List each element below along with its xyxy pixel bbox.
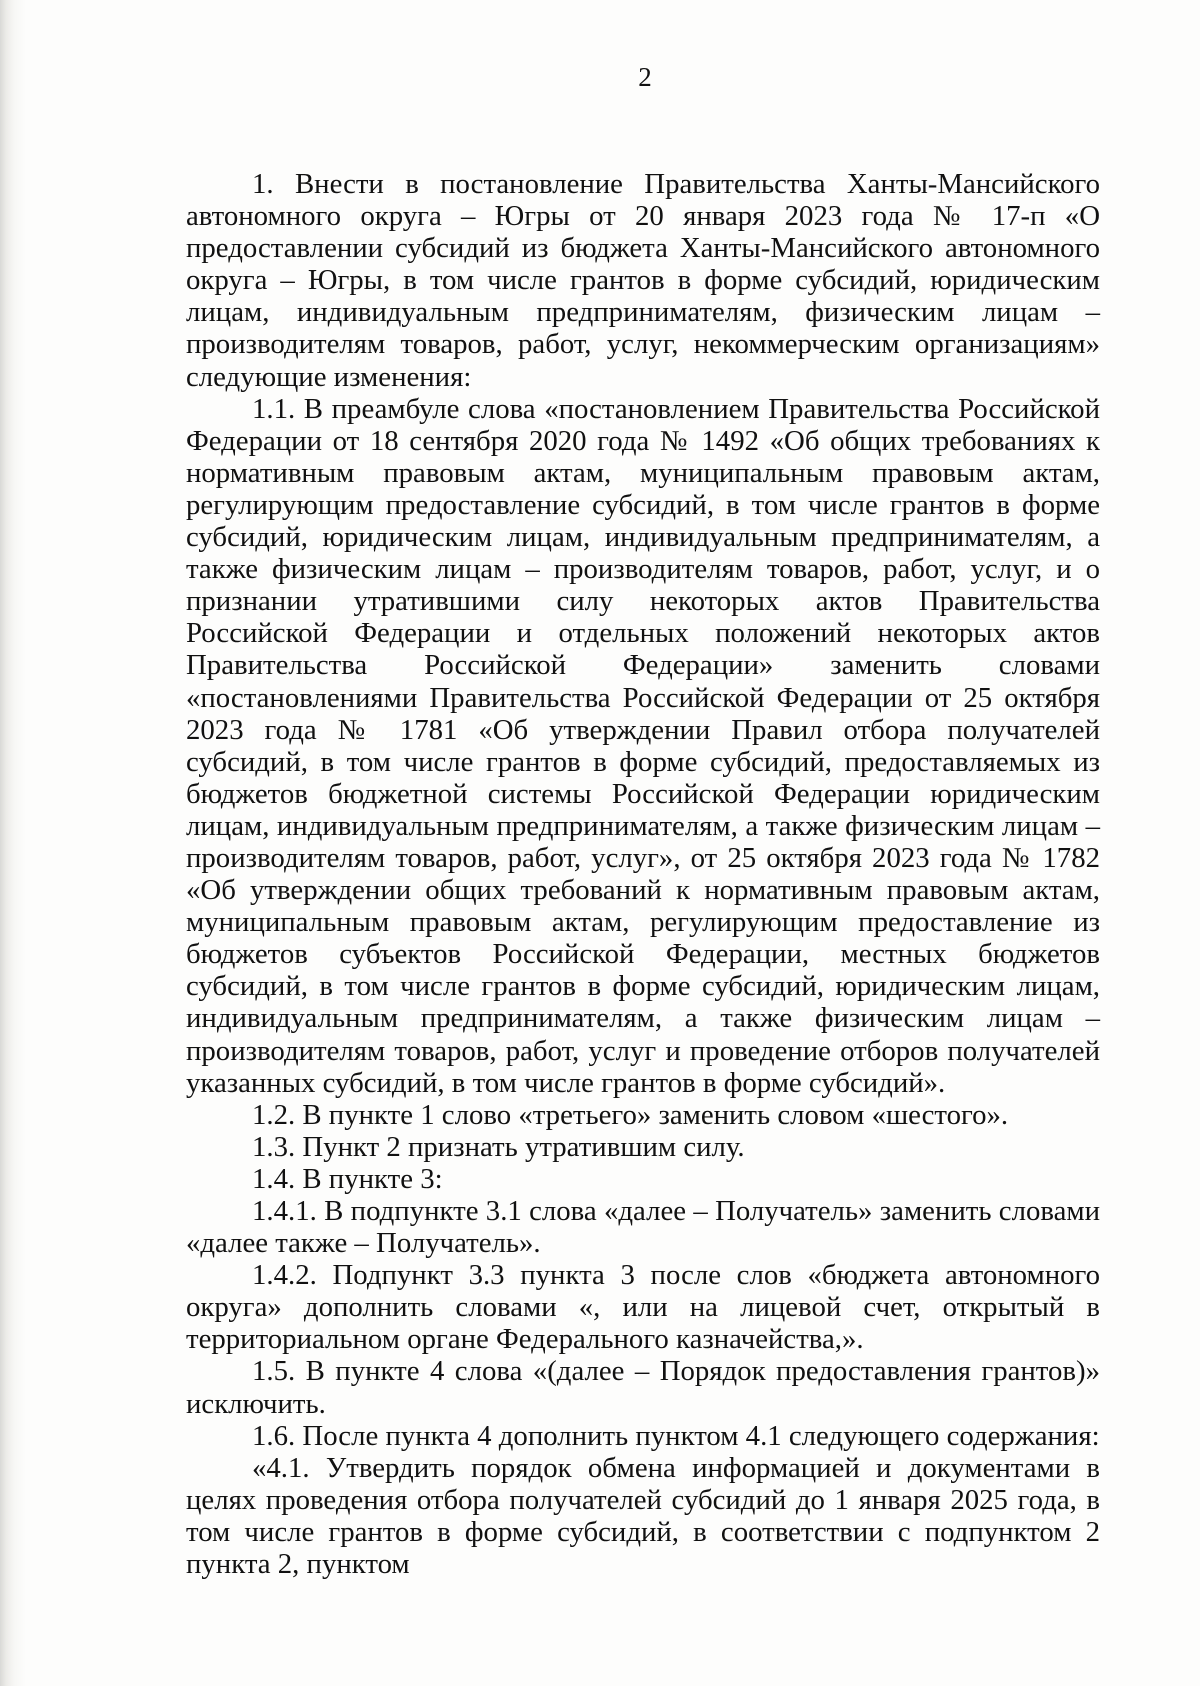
paragraph-item-1-5: 1.5. В пункте 4 слова «(далее – Порядок предоставления грантов)» исключить.: [186, 1355, 1100, 1420]
scan-edge-shadow: [0, 0, 26, 1686]
paragraph-item-1-6: 1.6. После пункта 4 дополнить пунктом 4.1 следующего содержания:: [252, 1419, 1100, 1452]
document-body: [186, 168, 1100, 1580]
paragraph-item-1: 1. Внести в постановление Правительства Ханты-Мансийского автономного округа – Югры от 20 января 2023 года № 17-п «О предоставлении субсидий из бюджета Ханты-Мансийского автономного округа – Югры, в том числе грантов в форме субсидий, юридическим лицам, индивидуальным предпринимателям, физическим лицам – производителям товаров, работ, услуг, некоммерческим организациям» следующие изменения:: [186, 168, 1100, 393]
page-number: 2: [638, 62, 652, 92]
paragraph-item-1-4: 1.4. В пункте 3:: [252, 1162, 443, 1195]
paragraph-item-1-3: 1.3. Пункт 2 признать утратившим силу.: [252, 1130, 745, 1163]
paragraph-item-1-4-2: 1.4.2. Подпункт 3.3 пункта 3 после слов «бюджета автономного округа» дополнить словами «, или на лицевой счет, открытый в территориальном органе Федерального казначейства,».: [186, 1259, 1100, 1356]
paragraph-item-1-1: 1.1. В преамбуле слова «постановлением Правительства Российской Федерации от 18 сентября 2020 года № 1492 «Об общих требованиях к нормативным правовым актам, муниципальным правовым актам, регулирующим предоставление субсидий, в том числе грантов в форме субсидий, юридическим лицам, индивидуальным предпринимателям, а также физическим лицам – производителям товаров, работ, услуг, и о признании утратившими силу некоторых актов Правительства Российской Федерации и отдельных положений некоторых актов Правительства Российской Федерации» заменить словами «постановлениями Правительства Российской Федерации от 25 октября 2023 года № 1781 «Об утверждении Правил отбора получателей субсидий, в том числе грантов в форме субсидий, предоставляемых из бюджетов бюджетной системы Российской Федерации юридическим лицам, индивидуальным предпринимателям, а также физическим лицам – производителям товаров, работ, услуг», от 25 октября 2023 года № 1782 «Об утверждении общих требований к нормативным правовым актам, муниципальным правовым актам, регулирующим предоставление из бюджетов субъектов Российской Федерации, местных бюджетов субсидий, в том числе грантов в форме субсидий, юридическим лицам, индивидуальным предпринимателям, а также физическим лицам – производителям товаров, работ, услуг и проведение отборов получателей указанных субсидий, в том числе грантов в форме субсидий».: [186, 392, 1100, 1099]
paragraph-quote-4-1: «4.1. Утвердить порядок обмена информацией и документами в целях проведения отбора получателей субсидий до 1 января 2025 года, в том числе грантов в форме субсидий, в соответствии с подпунктом 2 пункта 2, пунктом: [186, 1451, 1100, 1581]
paragraph-item-1-4-1: 1.4.1. В подпункте 3.1 слова «далее – Получатель» заменить словами «далее также – Получатель».: [186, 1195, 1100, 1260]
paragraph-item-1-2: 1.2. В пункте 1 слово «третьего» заменить словом «шестого».: [252, 1098, 1009, 1131]
